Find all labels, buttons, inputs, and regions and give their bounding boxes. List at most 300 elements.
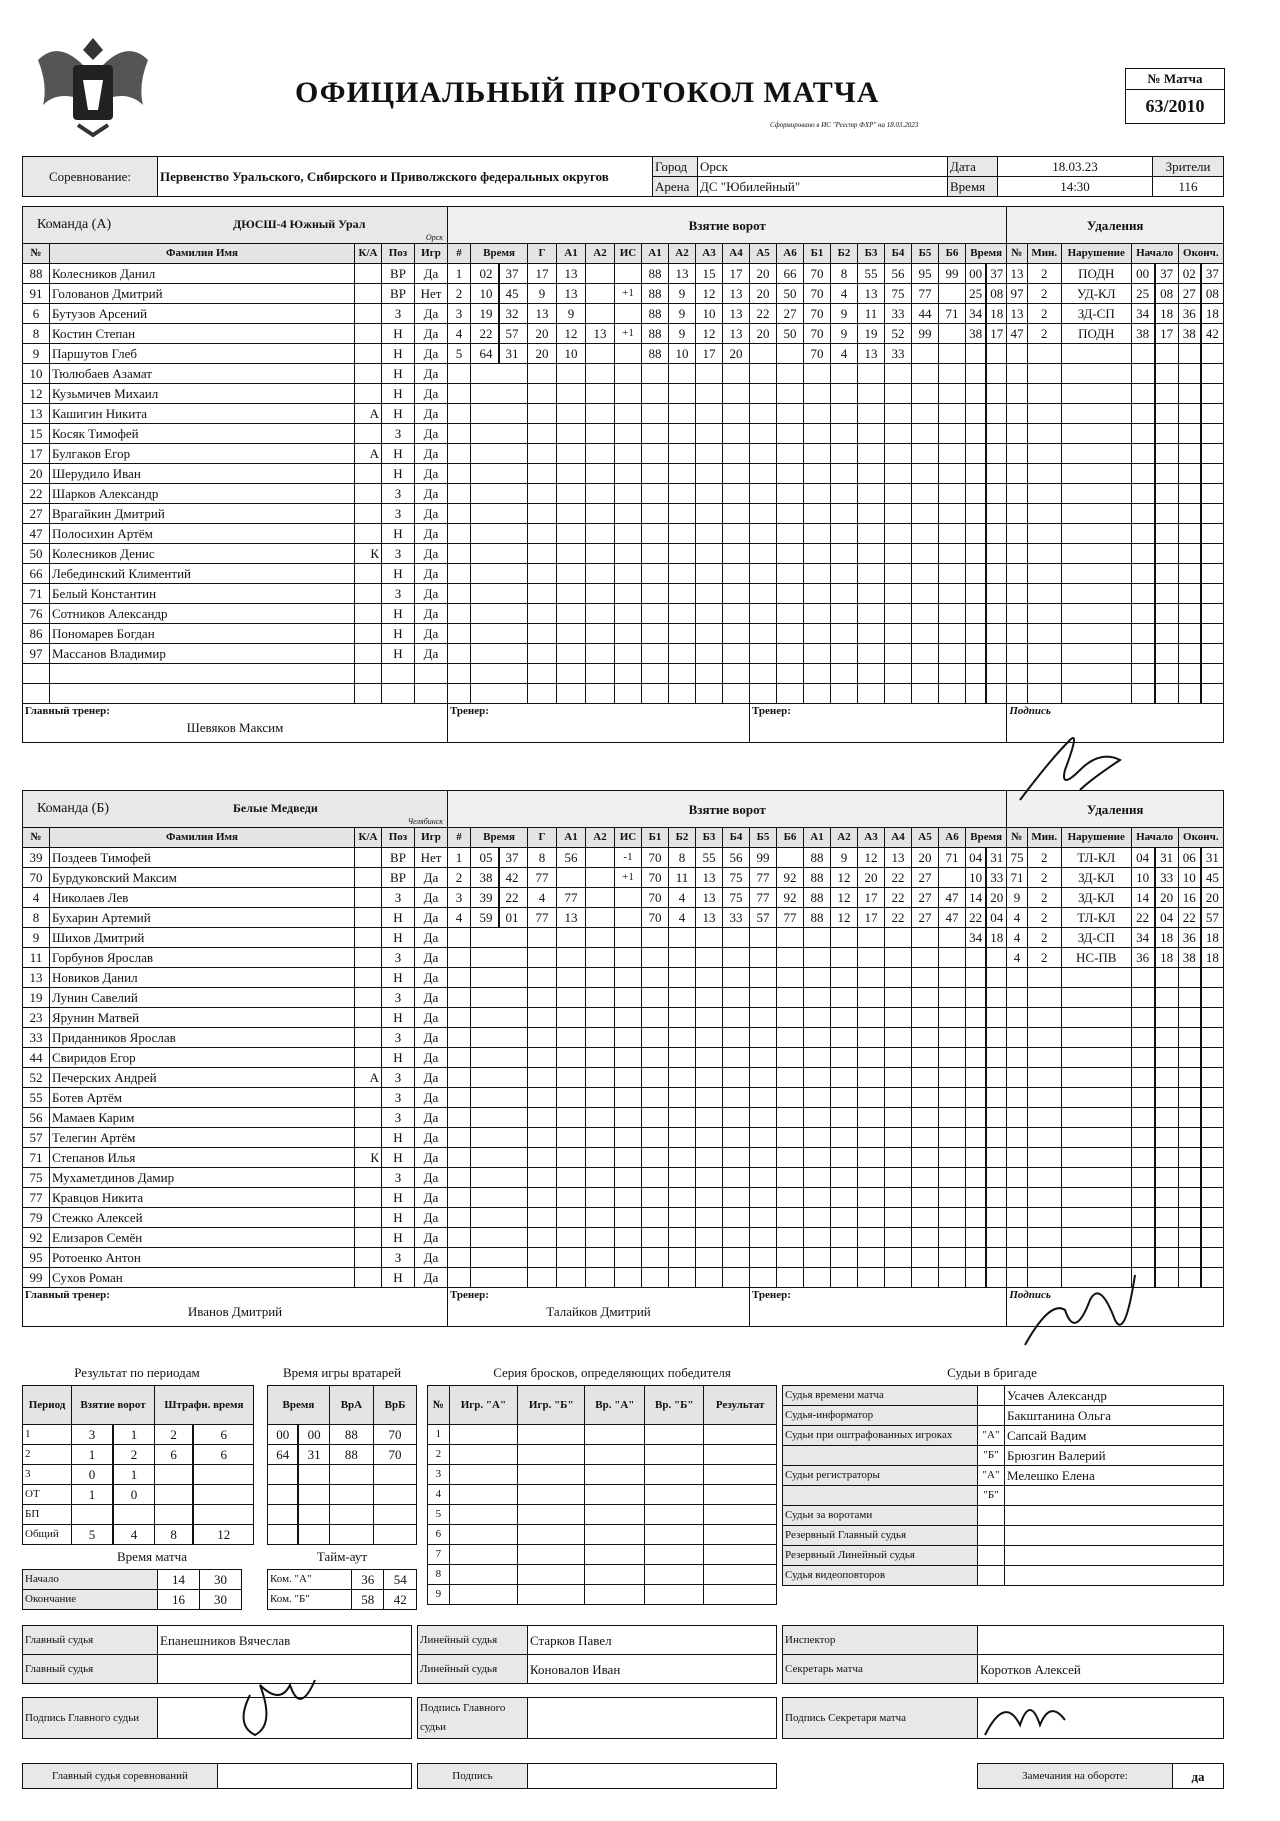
teamB-pen-minutes: 2 [1027, 848, 1061, 868]
teamA-pen-violation: УД-КЛ [1061, 284, 1131, 304]
teamB-pen-min [966, 1168, 987, 1188]
teamB-off-ice: 17 [858, 888, 885, 908]
teamA-goal-time [471, 684, 528, 704]
teamB-pen-end-min [1178, 1168, 1201, 1188]
teamA-goal-scorer [528, 524, 557, 544]
periods-cell: Общий [23, 1525, 72, 1545]
periods-cell: 3 [23, 1465, 72, 1485]
teamA-pen-start-sec [1155, 404, 1179, 424]
teamB-player-cell [355, 888, 382, 908]
teamA-pen-start-min [1131, 524, 1155, 544]
teamA-goal-sec: 45 [505, 286, 519, 301]
teamA-goal-a2 [586, 384, 615, 404]
teamB-on-ice [777, 1148, 804, 1168]
teamA-pen-end-min [1178, 544, 1201, 564]
teamB-off-ice: 88 [804, 908, 831, 928]
teamB-player-cell: 71 [23, 1148, 50, 1168]
teamA-pen-end-sec [1201, 664, 1224, 684]
teamB-off-ice [831, 1068, 858, 1088]
shootout-header: Вр. "А" [585, 1386, 645, 1425]
chief-referee-table [22, 1763, 412, 1789]
teamB-off-ice [912, 1228, 939, 1248]
teamB-player-cell: З [382, 1108, 415, 1128]
teamB-on-ice [669, 948, 696, 968]
teamB-on-ice [750, 968, 777, 988]
periods-header-penalty: Штрафн. время [154, 1386, 253, 1425]
teamB-goal-num [448, 1268, 471, 1288]
teamA-pen-col-5: Оконч. [1178, 244, 1223, 264]
teamA-on-ice [696, 564, 723, 584]
teamA-on-ice [696, 404, 723, 424]
teamA-goal-a1 [557, 544, 586, 564]
periods-header-goals: Взятие ворот [72, 1386, 155, 1425]
timeout-a-label: Ком. "А" [268, 1570, 352, 1590]
teamB-player-cell [355, 988, 382, 1008]
teamB-off-ice [885, 1088, 912, 1108]
teamA-goal-situation [615, 564, 642, 584]
teamB-goal-scorer [528, 928, 557, 948]
teamB-pen-min [966, 1108, 987, 1128]
teamB-player-cell: 79 [23, 1208, 50, 1228]
teamB-off-ice [912, 968, 939, 988]
teamB-goal-a1 [557, 988, 586, 1008]
teamA-off-ice [885, 644, 912, 664]
teamA-pen-violation [1061, 604, 1131, 624]
goalies-cell [373, 1465, 416, 1485]
teamB-off-ice [831, 968, 858, 988]
teamB-on-ice [669, 1188, 696, 1208]
notes-label: Замечания на обороте: [978, 1764, 1173, 1789]
teamA-on-ice [669, 564, 696, 584]
teamB-goal-situation [615, 1008, 642, 1028]
teamB-player-cell: Н [382, 1228, 415, 1248]
goalies-cell: 64 [268, 1445, 299, 1465]
crew-side: "А" [978, 1466, 1005, 1486]
arena-value: ДС "Юбилейный" [698, 177, 948, 197]
teamB-pen-minutes [1027, 1188, 1061, 1208]
teamA-pen-end-min [1178, 504, 1201, 524]
teamB-goal-a2 [586, 1048, 615, 1068]
teamB-pen-end-min: 22 [1178, 908, 1201, 928]
teamB-goal-time [471, 1228, 528, 1248]
teamA-on-ice [669, 584, 696, 604]
teamA-off-ice [939, 384, 966, 404]
teamB-on-ice [696, 1248, 723, 1268]
teamA-pen-sec [986, 424, 1007, 444]
teamA-pen-sec [986, 404, 1007, 424]
goalies-cell [329, 1525, 373, 1545]
table-row [783, 1526, 1224, 1546]
teamA-off-ice [804, 464, 831, 484]
teamB-header-cell [23, 791, 448, 828]
goalies-cell [268, 1525, 299, 1545]
teamA-goal-a2 [586, 484, 615, 504]
teamB-pen-player [1007, 988, 1027, 1008]
teamB-off-ice [912, 1068, 939, 1088]
teamA-col-3: Поз [382, 244, 415, 264]
teamB-on-ice [777, 948, 804, 968]
teamB-player-cell: Поздеев Тимофей [50, 848, 355, 868]
teamB-off-ice [912, 1108, 939, 1128]
teamA-player-cell: Да [415, 304, 448, 324]
teamA-on-ice [750, 424, 777, 444]
shootout-cell [585, 1425, 645, 1445]
teamB-on-ice [777, 1128, 804, 1148]
teamA-pen-sec: 37 [986, 264, 1007, 284]
teamA-goal-a1: 12 [557, 324, 586, 344]
teamA-pen-end-min [1178, 464, 1201, 484]
teamB-player-cell [355, 1248, 382, 1268]
teamB-pen-minutes [1027, 1048, 1061, 1068]
teamB-pen-start-min [1131, 1168, 1155, 1188]
teamA-on-ice [696, 644, 723, 664]
teamB-on-ice [750, 1228, 777, 1248]
teamB-off-ice [912, 1208, 939, 1228]
teamA-pen-player [1007, 564, 1027, 584]
table-row [23, 644, 1224, 664]
teamA-goal-a1 [557, 604, 586, 624]
table-row [783, 1426, 1224, 1446]
teamB-on-ice [642, 1028, 669, 1048]
teamA-off-ice: 99 [939, 264, 966, 284]
teamA-player-cell: Н [382, 644, 415, 664]
teamA-pen-violation: ЗД-СП [1061, 304, 1131, 324]
teamA-col-off-ice-5: Б6 [939, 244, 966, 264]
teamB-on-ice [750, 948, 777, 968]
crew-name: Бакштанина Ольга [1005, 1406, 1224, 1426]
main-referee-label-1: Главный судья [23, 1626, 158, 1655]
teamB-pen-violation [1061, 1208, 1131, 1228]
teamB-player-cell: З [382, 1028, 415, 1048]
table-row [23, 908, 1224, 928]
teamA-goal-min: 64 [474, 344, 500, 363]
teamB-on-ice [669, 988, 696, 1008]
teamB-pen-min [966, 1128, 987, 1148]
teamB-off-ice [885, 1148, 912, 1168]
teamB-pen-end-sec: 18 [1201, 948, 1224, 968]
teamA-off-ice: 52 [885, 324, 912, 344]
teamB-on-ice [723, 1028, 750, 1048]
teamA-goal-num [448, 684, 471, 704]
teamB-goal-num [448, 1088, 471, 1108]
timeout-a-s: 54 [384, 1570, 417, 1590]
teamA-goal-num [448, 464, 471, 484]
teamB-off-ice [885, 1028, 912, 1048]
teamB-pen-sec [986, 1148, 1007, 1168]
teamB-pen-end-sec [1201, 1068, 1224, 1088]
teamA-off-ice [831, 464, 858, 484]
crew-side: "А" [978, 1426, 1005, 1446]
teamA-pen-violation [1061, 424, 1131, 444]
teamA-on-ice [777, 464, 804, 484]
teamA-on-ice [696, 484, 723, 504]
teamA-player-cell: Кузьмичев Михаил [50, 384, 355, 404]
teamA-player-cell: Да [415, 424, 448, 444]
teamA-on-ice [750, 684, 777, 704]
teamB-off-ice [804, 1208, 831, 1228]
teamA-pen-player [1007, 584, 1027, 604]
teamA-off-ice [885, 464, 912, 484]
teamA-on-ice [777, 424, 804, 444]
teamB-on-ice [750, 928, 777, 948]
teamB-goal-a1: 77 [557, 888, 586, 908]
teamA-pen-start-min [1131, 484, 1155, 504]
teamA-coach-cell [448, 704, 750, 743]
teamB-pen-player [1007, 1068, 1027, 1088]
teamB-pen-sec [986, 1168, 1007, 1188]
teamB-player-cell: Степанов Илья [50, 1148, 355, 1168]
periods-cell: 2 [113, 1445, 154, 1465]
teamB-off-ice [858, 1168, 885, 1188]
shootout-num: 7 [428, 1545, 450, 1565]
teamB-goal-scorer [528, 948, 557, 968]
teamB-goal-scorer [528, 1168, 557, 1188]
teamB-goal-sec: 22 [505, 890, 519, 905]
teamB-pen-end-sec [1201, 1028, 1224, 1048]
teamA-pen-min [966, 564, 987, 584]
teamA-goal-a2 [586, 684, 615, 704]
teamA-off-ice [939, 664, 966, 684]
teamB-off-ice [858, 1048, 885, 1068]
teamB-off-ice [885, 1068, 912, 1088]
teamB-goal-num [448, 1248, 471, 1268]
teamA-col-8: А1 [557, 244, 586, 264]
teamA-goal-situation [615, 364, 642, 384]
teamA-goal-scorer [528, 404, 557, 424]
teamA-col-1: Фамилия Имя [50, 244, 355, 264]
teamA-off-ice [939, 404, 966, 424]
shootout-title: Серия бросков, определяющих победителя [493, 1365, 731, 1380]
teamA-pen-end-sec [1201, 604, 1224, 624]
teamA-pen-minutes [1027, 464, 1061, 484]
teamB-off-ice [831, 1228, 858, 1248]
teamA-player-cell [355, 284, 382, 304]
teamB-on-ice [777, 1008, 804, 1028]
teamB-on-ice [669, 1268, 696, 1288]
shootout-header: Результат [704, 1386, 777, 1425]
teamB-pen-start-sec: 18 [1155, 928, 1179, 948]
teamA-goal-num [448, 664, 471, 684]
main-referee-sign2-label: Подпись Главного судьи [418, 1698, 528, 1739]
teamB-pen-start-sec [1155, 1108, 1179, 1128]
teamB-on-ice [642, 1088, 669, 1108]
teamA-off-ice: 77 [912, 284, 939, 304]
teamA-on-ice: 12 [696, 284, 723, 304]
teamB-player-cell [355, 908, 382, 928]
teamB-pen-sec [986, 968, 1007, 988]
teamA-pen-start-sec [1155, 464, 1179, 484]
shootout-header: № [428, 1386, 450, 1425]
teamB-pen-start-min: 14 [1131, 888, 1155, 908]
teamB-player-cell: З [382, 888, 415, 908]
teamA-player-cell: Н [382, 524, 415, 544]
teamA-off-ice [858, 684, 885, 704]
teamB-on-ice [750, 1088, 777, 1108]
teamA-pen-min [966, 544, 987, 564]
teamA-off-ice [939, 524, 966, 544]
shootout-cell [518, 1585, 585, 1605]
teamA-pen-start-min: 34 [1131, 304, 1155, 324]
teamB-pen-minutes [1027, 1168, 1061, 1188]
teamA-goal-scorer [528, 664, 557, 684]
teamB-pen-end-min: 36 [1178, 928, 1201, 948]
teamA-player-cell: Да [415, 344, 448, 364]
teamB-goal-num [448, 968, 471, 988]
teamA-off-ice [885, 524, 912, 544]
match-end-m: 30 [200, 1590, 242, 1610]
teamA-player-cell: 20 [23, 464, 50, 484]
teamB-on-ice [669, 968, 696, 988]
shootout-num: 9 [428, 1585, 450, 1605]
line-referee-label-2: Линейный судья [418, 1655, 528, 1684]
teamA-pen-start-sec [1155, 424, 1179, 444]
teamA-off-ice [804, 444, 831, 464]
teamA-goal-num: 3 [448, 304, 471, 324]
teamB-pen-min [966, 1068, 987, 1088]
shootout-cell [449, 1445, 517, 1465]
teamB-pen-start-min [1131, 1068, 1155, 1088]
teamA-pen-violation [1061, 444, 1131, 464]
teamA-player-cell: З [382, 484, 415, 504]
teamB-pen-min [966, 968, 987, 988]
table-row [23, 684, 1224, 704]
teamA-goal-time [471, 324, 528, 344]
teamA-player-cell: Н [382, 564, 415, 584]
teamA-goal-num [448, 564, 471, 584]
teamB-on-ice [750, 1128, 777, 1148]
teamB-pen-sec [986, 1088, 1007, 1108]
teamA-pen-min: 34 [966, 304, 987, 324]
teamB-off-ice: 22 [885, 888, 912, 908]
teamA-coach2-cell [750, 704, 1007, 743]
goalies-cell [373, 1525, 416, 1545]
teamA-off-ice [912, 424, 939, 444]
teamB-pen-violation [1061, 1228, 1131, 1248]
table-row [23, 524, 1224, 544]
teamA-off-ice [912, 464, 939, 484]
teamB-off-ice [885, 928, 912, 948]
teamA-goal-a1 [557, 524, 586, 544]
crew-side [978, 1386, 1005, 1406]
teamB-goal-scorer: 8 [528, 848, 557, 868]
teamA-off-ice: 70 [804, 284, 831, 304]
teamB-on-ice [777, 1088, 804, 1108]
teamA-goal-time [471, 384, 528, 404]
teamA-on-ice [750, 604, 777, 624]
teamB-off-ice [912, 1268, 939, 1288]
teamB-off-ice: 12 [858, 848, 885, 868]
teamB-on-ice [777, 1208, 804, 1228]
table-row [783, 1386, 1224, 1406]
teamA-goal-time [471, 664, 528, 684]
chief-sign-label: Подпись [418, 1764, 528, 1789]
teamA-player-cell: Н [382, 404, 415, 424]
teamB-off-ice [831, 1148, 858, 1168]
teamA-on-ice [723, 664, 750, 684]
teamB-pen-min [966, 1208, 987, 1228]
teamB-goal-a1 [557, 1128, 586, 1148]
teamA-player-cell [415, 684, 448, 704]
teamB-pen-end-min [1178, 988, 1201, 1008]
crew-role: Судья-информатор [783, 1406, 978, 1426]
shootout-cell [518, 1465, 585, 1485]
teamA-pen-minutes [1027, 684, 1061, 704]
teamB-pen-violation [1061, 1028, 1131, 1048]
teamA-pen-end-sec [1201, 424, 1224, 444]
teamA-off-ice: 33 [885, 304, 912, 324]
teamB-off-ice [831, 1268, 858, 1288]
teamB-player-cell: Да [415, 1108, 448, 1128]
teamA-pen-end-sec [1201, 344, 1224, 364]
teamA-goal-scorer [528, 604, 557, 624]
teamB-pen-end-min [1178, 1268, 1201, 1288]
table-row [428, 1585, 777, 1605]
teamB-goal-time [471, 908, 528, 928]
teamB-player-cell: Да [415, 1188, 448, 1208]
teamB-player-cell: 99 [23, 1268, 50, 1288]
teamB-pen-end-min [1178, 1048, 1201, 1068]
teamA-on-ice [669, 504, 696, 524]
teamB-off-ice [858, 928, 885, 948]
teamB-on-ice [669, 1208, 696, 1228]
teamB-off-ice [939, 1268, 966, 1288]
teamA-on-ice [642, 564, 669, 584]
teamA-off-ice: 8 [831, 264, 858, 284]
teamB-goal-time [471, 1108, 528, 1128]
teamA-player-cell [50, 684, 355, 704]
teamB-pen-start-min [1131, 1128, 1155, 1148]
teamA-off-ice [939, 684, 966, 704]
teamA-pen-end-min [1178, 444, 1201, 464]
teamB-off-ice [885, 1108, 912, 1128]
teamB-on-ice [642, 1068, 669, 1088]
teamA-goal-num [448, 584, 471, 604]
teamB-goal-num: 4 [448, 908, 471, 928]
teamB-coach-label: Тренер: [450, 1289, 489, 1301]
teamA-off-ice [885, 544, 912, 564]
teamA-on-ice [696, 584, 723, 604]
teamB-goal-a1 [557, 1008, 586, 1028]
teamA-pen-col-2: Мин. [1027, 244, 1061, 264]
teamA-pen-minutes [1027, 384, 1061, 404]
periods-cell [113, 1505, 154, 1525]
teamA-goal-a1 [557, 644, 586, 664]
teamB-pen-sec [986, 1048, 1007, 1068]
teamA-goal-num: 1 [448, 264, 471, 284]
teamB-pen-minutes [1027, 1108, 1061, 1128]
teamB-on-ice: 8 [669, 848, 696, 868]
table-row [23, 928, 1224, 948]
teamA-col-6: Время [471, 244, 528, 264]
teamB-on-ice [669, 1068, 696, 1088]
teamA-off-ice [858, 504, 885, 524]
teamB-goal-num [448, 1148, 471, 1168]
teamA-pen-start-sec [1155, 544, 1179, 564]
teamA-goal-scorer: 20 [528, 344, 557, 364]
teamA-pen-min [966, 644, 987, 664]
teamB-pen-sec [986, 1008, 1007, 1028]
shootout-cell [704, 1485, 777, 1505]
teamB-pen-end-sec [1201, 1188, 1224, 1208]
teamB-goal-num: 3 [448, 888, 471, 908]
teamA-goal-scorer: 20 [528, 324, 557, 344]
teamB-goal-a1: 13 [557, 908, 586, 928]
shootout-cell [518, 1445, 585, 1465]
teamA-off-ice: 13 [858, 344, 885, 364]
teamA-penalties-title: Удаления [1007, 207, 1224, 244]
teamB-off-ice [804, 1228, 831, 1248]
teamA-on-ice: 88 [642, 284, 669, 304]
